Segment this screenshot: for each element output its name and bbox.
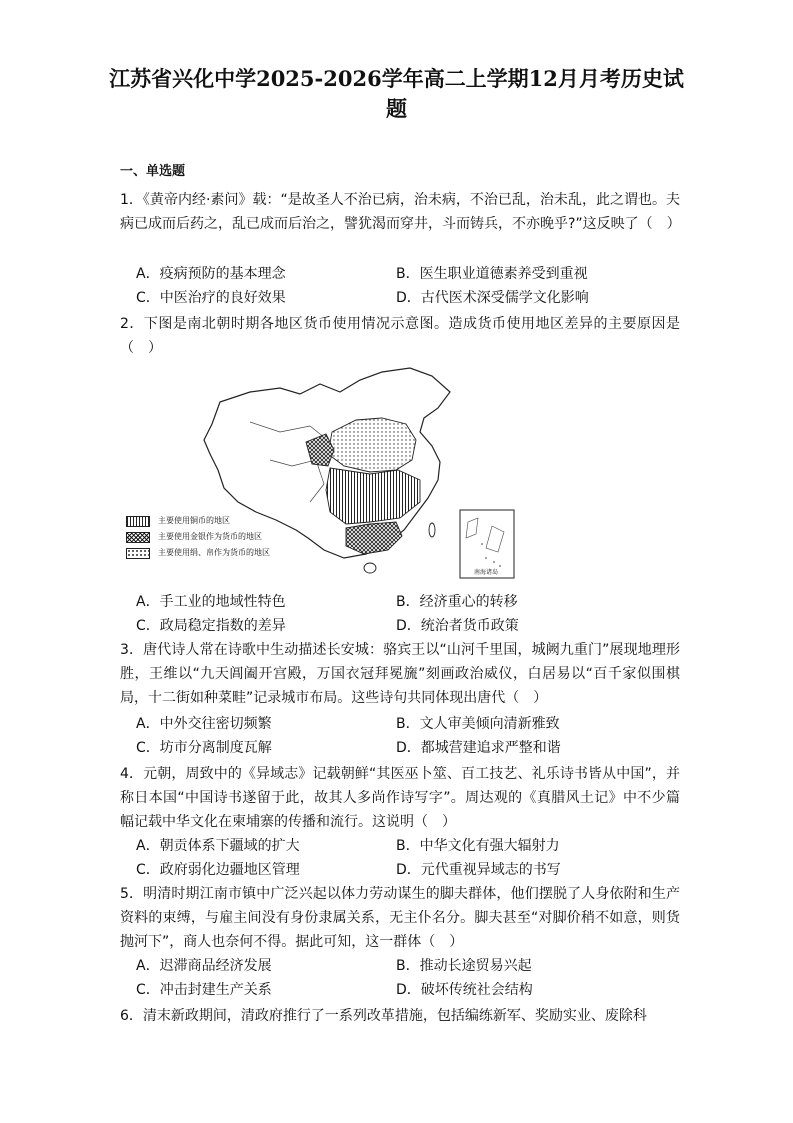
legend-label-silk: 主要使用绢、帛作为货币的地区 [158,548,270,557]
option-b: B．推动长途贸易兴起 [396,958,532,974]
section-heading: 一、单选题 [120,164,186,179]
question-5-stem: 5．明清时期江南市镇中广泛兴起以体力劳动谋生的脚夫群体，他们摆脱了人身依附和生产资料的束缚，与雇主间没有身份隶属关系，无主仆名分。脚夫甚至“对脚价稍不如意，则货抛河下”，商人也奈何不得。据此可知，这一群体（ ） [120,886,680,950]
question-2-options [136,590,656,638]
vertical-lines-swatch-icon [126,516,150,527]
option-c: C．政府弱化边疆地区管理 [136,862,300,878]
page-title: 江苏省兴化中学2025-2026学年高二上学期12月月考历史试题 [109,66,684,121]
option-d: D．都城营建追求严整和谐 [396,740,561,756]
option-a: A．疫病预防的基本理念 [136,266,286,282]
question-4-options [136,834,656,882]
question-5-options [136,954,656,1002]
legend-label-gold-silver: 主要使用金银作为货币的地区 [158,532,262,541]
legend-item-gold-silver [126,529,270,545]
question-2-stem: 2．下图是南北朝时期各地区货币使用情况示意图。造成货币使用地区差异的主要原因是（ ） [120,316,680,356]
option-c: C．坊市分离制度瓦解 [136,740,272,756]
option-a: A．朝贡体系下疆域的扩大 [136,838,300,854]
option-d: D．元代重视异域志的书写 [396,862,561,878]
option-c: C．政局稳定指数的差异 [136,618,286,634]
option-b: B．经济重心的转移 [396,594,518,610]
question-4-stem: 4．元朝，周致中的《异域志》记载朝鲜“其医巫卜筮、百工技艺、礼乐诗书皆从中国”，并称日本国“中国诗书遂留于此，故其人多尚作诗写字”。周达观的《真腊风土记》中不少篇幅记载中华文化在柬埔寨的传播和流行。这说明（ ） [120,766,680,830]
option-c: C．冲击封建生产关系 [136,982,272,998]
question-3-stem: 3．唐代诗人常在诗歌中生动描述长安城：骆宾王以“山河千里国，城阙九重门”展现地理形胜，王维以“九天阊阖开宫殿，万国衣冠拜冕旒”刻画政治威仪，白居易以“百千家似围棋局，十二街如种菜畦”记录城市布局。这些诗句共同体现出唐代（ ） [120,642,680,706]
option-d: D．破坏传统社会结构 [396,982,533,998]
option-b: B．医生职业道德素养受到重视 [396,266,588,282]
option-a: A．中外交往密切频繁 [136,716,272,732]
option-d: D．古代医术深受儒学文化影响 [396,290,589,306]
option-d: D．统治者货币政策 [396,618,519,634]
option-b: B．中华文化有强大辐射力 [396,838,560,854]
map-legend [126,513,270,561]
option-a: A．迟滞商品经济发展 [136,958,272,974]
option-c: C．中医治疗的良好效果 [136,290,286,306]
option-a: A．手工业的地域性特色 [136,594,286,610]
legend-item-copper [126,513,270,529]
question-3-options [136,712,656,760]
legend-item-silk [126,545,270,561]
question-6-stem: 6．清末新政期间，清政府推行了一系列改革措施，包括编练新军、奖励实业、废除科 [120,1008,647,1024]
question-1-options [136,262,656,310]
crosshatch-swatch-icon [126,532,150,543]
dotted-swatch-icon [126,548,150,559]
option-b: B．文人审美倾向清新雅致 [396,716,560,732]
legend-label-copper: 主要使用铜币的地区 [158,516,230,525]
inset-label: 南海诸岛 [474,569,499,576]
gold-silver-region-south [346,522,402,554]
question-1-stem: 1．《黄帝内经·素问》载：“是故圣人不治已病，治未病，不治已乱，治未乱，此之谓也。夫病已成而后药之，乱已成而后治之，譬犹渴而穿井，斗而铸兵，不亦晚乎?”这反映了（ ） [120,192,681,232]
